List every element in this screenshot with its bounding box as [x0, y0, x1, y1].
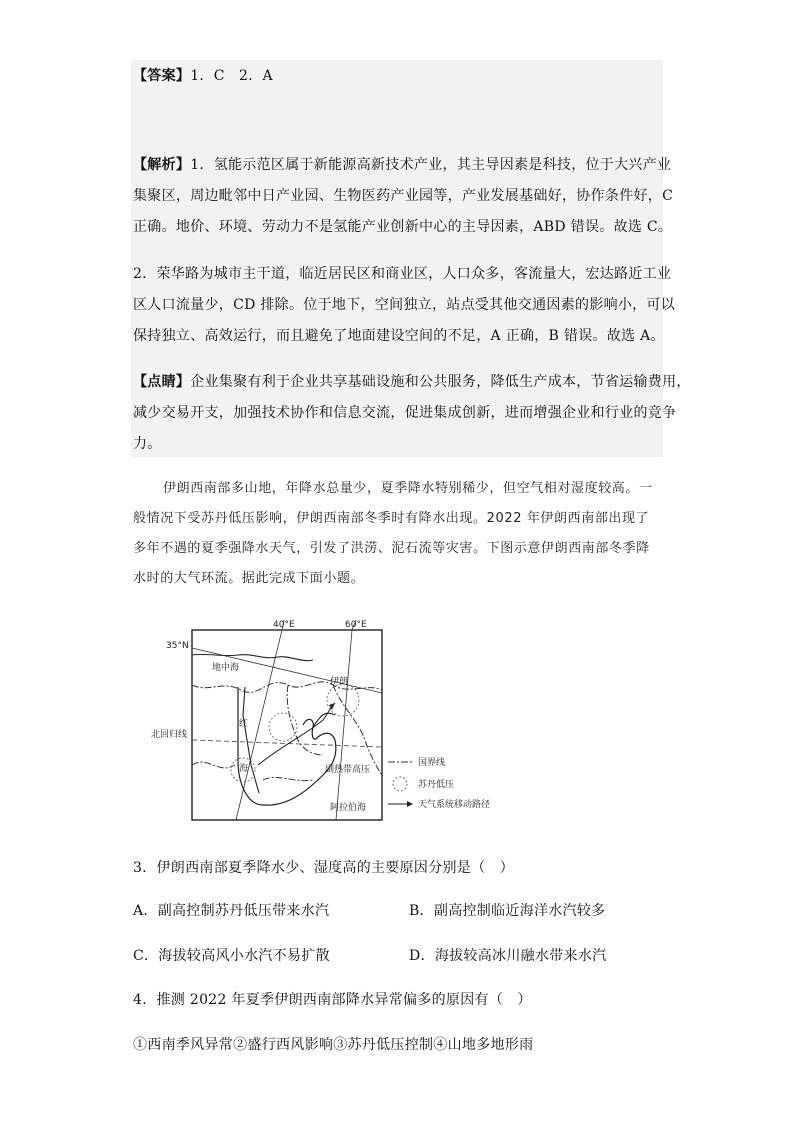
question-3-option-c: C．海拔较高风小水汽不易扩散 [133, 948, 330, 964]
question-4-options: ①西南季风异常②盛行西风影响③苏丹低压控制④山地多地形雨 [133, 1037, 534, 1053]
label-60e: 60°E [345, 620, 367, 630]
label-arabian-sea: 阿拉伯海 [330, 803, 367, 813]
passage-line-4: 水时的大气环流。据此完成下面小题。 [133, 571, 365, 586]
tips-line-3: 力。 [133, 436, 162, 452]
label-mediterranean: 地中海 [212, 663, 240, 673]
question-3-option-b: B．副高控制临近海洋水汽较多 [409, 903, 606, 919]
label-red-sea-2: 海 [239, 764, 249, 774]
tips-line-1: 【点睛】企业集聚有利于企业共享基础设施和公共服务，降低生产成本，节省运输费用， [133, 374, 691, 390]
label-red-sea-1: 红 [239, 719, 249, 729]
map-svg [151, 615, 503, 825]
meridian-60e [336, 630, 352, 820]
arabian-peninsula-coast [238, 687, 336, 805]
passage-line-3: 多年不遇的夏季强降水天气，引发了洪涝、泥石流等灾害。下图示意伊朗西南部冬季降 [133, 541, 650, 556]
map-frame [192, 630, 382, 820]
answer-text: 1．C 2．A [190, 68, 273, 84]
tips-line-2: 减少交易开支，加强技术协作和信息交流，促进集成创新，进而增强企业和行业的竞争 [133, 405, 677, 421]
answer-head: 【答案】 [133, 68, 191, 84]
border-3 [333, 685, 382, 775]
label-iran: 伊朗 [330, 677, 349, 687]
answer-analysis-box [131, 60, 663, 457]
passage-line-1: 伊朗西南部多山地，年降水总量少，夏季降水特别稀少，但空气相对湿度较高。一 [163, 481, 653, 496]
legend-border-label: 国界线 [418, 758, 446, 768]
passage-line-2: 般情况下受苏丹低压影响，伊朗西南部冬季时有降水出现。2022 年伊朗西南部出现了 [133, 511, 650, 526]
legend-low-label: 苏丹低压 [418, 780, 455, 790]
border-4 [192, 762, 235, 768]
iran-circulation-map [151, 615, 503, 825]
analysis-head: 【解析】 [133, 157, 191, 173]
question-3-option-d: D．海拔较高冰川融水带来水汽 [409, 948, 607, 964]
label-subtropical-high: 副热带高压 [325, 765, 371, 775]
mediterranean-coast [192, 654, 313, 660]
question-3-stem: 3．伊朗西南部夏季降水少、湿度高的主要原因分别是（ ） [133, 860, 515, 876]
label-35n: 35°N [166, 641, 189, 651]
tips-head: 【点睛】 [133, 374, 191, 390]
legend-path-arrow [407, 801, 413, 807]
label-tropic: 北回归线 [151, 730, 188, 740]
question-4-stem: 4．推测 2022 年夏季伊朗西南部降水异常偏多的原因有（ ） [133, 992, 532, 1008]
legend-path-label: 天气系统移动路径 [418, 800, 491, 810]
question-3-option-a: A．副高控制苏丹低压带来水汽 [133, 903, 330, 919]
analysis-line-1: 【解析】1．氢能示范区属于新能源高新技术产业，其主导因素是科技，位于大兴产业 [133, 157, 672, 173]
analysis2-line-1: 2．荣华路为城市主干道，临近居民区和商业区，人口众多，客流量大，宏达路近工业 [133, 266, 672, 282]
analysis-line-3: 正确。地价、环境、劳动力不是氢能产业创新中心的主导因素，ABD 错误。故选 C。 [133, 219, 673, 235]
answer-line [133, 66, 273, 86]
red-sea-coast [243, 687, 259, 793]
label-40e: 40°E [273, 620, 295, 630]
analysis2-line-3: 保持独立、高效运行，而且避免了地面建设空间的不足，A 正确，B 错误。故选 A。 [133, 328, 665, 344]
border-5 [263, 777, 313, 780]
analysis-line-2: 集聚区，周边毗邻中日产业园、生物医药产业园等，产业发展基础好，协作条件好，C [133, 188, 674, 204]
analysis2-line-2: 区人口流量少，CD 排除。位于地下，空间独立，站点受其他交通因素的影响小，可以 [133, 297, 676, 313]
legend-low-symbol [393, 777, 407, 791]
tropic-of-cancer-line [192, 740, 382, 747]
